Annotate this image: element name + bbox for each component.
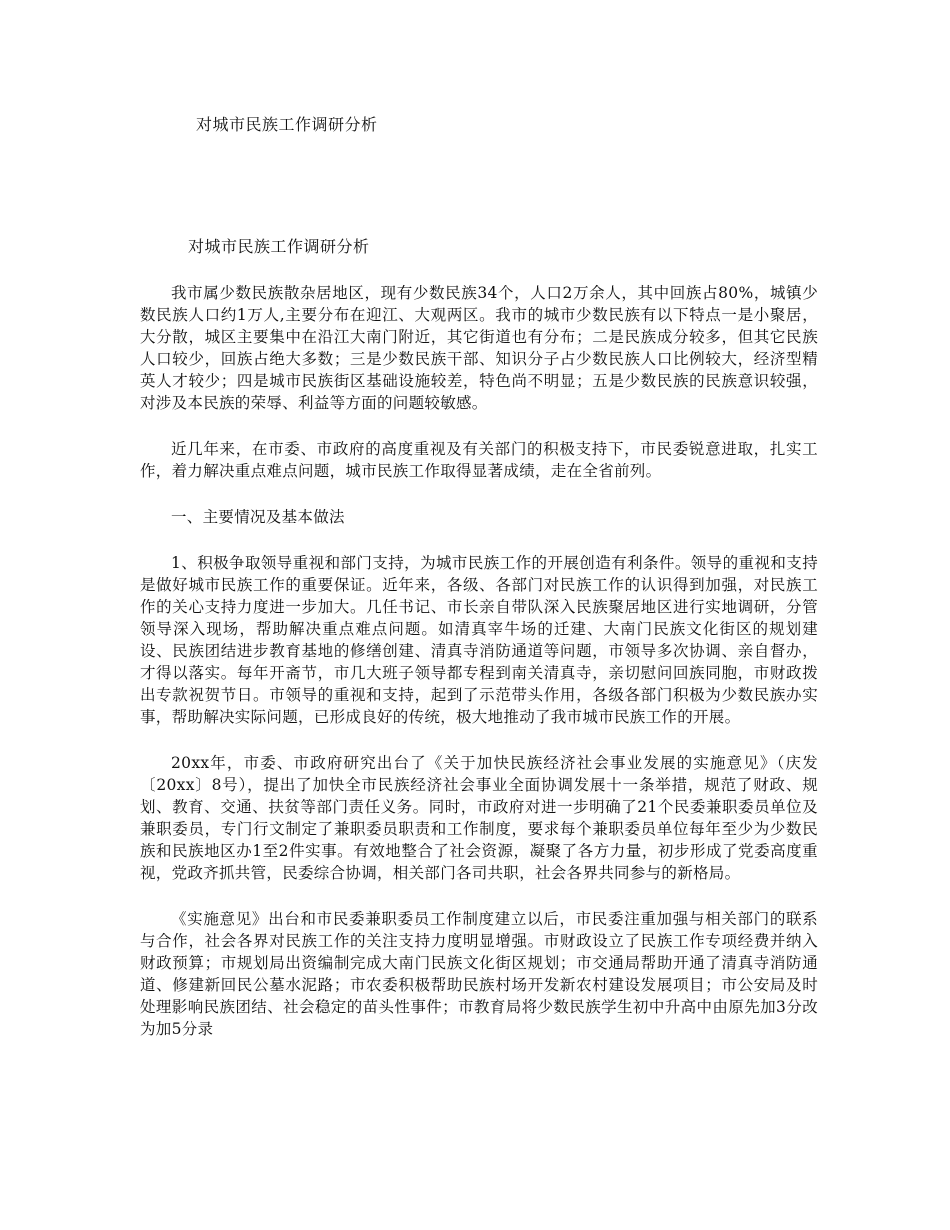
paragraph-leadership-support: 1、积极争取领导重视和部门支持，为城市民族工作的开展创造有利条件。领导的重视和支持是做好城市民族工作的重要保证。近年来，各级、各部门对民族工作的认识得到加强，对民族工作的关心支持力度进一步加大。几任书记、市长亲自带队深入民族聚居地区进行实地调研，分管领导深入现场，帮助解决重点难点问题。如清真宰牛场的迁建、大南门民族文化街区的规划建设、民族团结进步教育基地的修缮创建、清真寺消防通道等问题，市领导多次协调、亲自督办，才得以落实。每年开斋节，市几大班子领导都专程到南关清真寺，亲切慰问回族同胞，市财政拨出专款祝贺节日。市领导的重视和支持，起到了示范带头作用，各级各部门积极为少数民族办实事，帮助解决实际问题，已形成良好的传统，极大地推动了我市城市民族工作的开展。	[140, 554, 818, 726]
paragraph-implementation: 《实施意见》出台和市民委兼职委员工作制度建立以后，市民委注重加强与相关部门的联系与合作，社会各界对民族工作的关注支持力度明显增强。市财政设立了民族工作专项经费并纳入财政预算；市规划局出资编制完成大南门民族文化街区规划；市交通局帮助开通了清真寺消防通道、修建新回民公墓水泥路；市农委积极帮助民族村场开发新农村建设发展项目；市公安局及时处理影响民族团结、社会稳定的苗头性事件；市教育局将少数民族学生初中升高中由原先加3分改为加5分录	[140, 910, 818, 1038]
document-title: 对城市民族工作调研分析	[188, 237, 370, 256]
paragraph-achievements: 近几年来，在市委、市政府的高度重视及有关部门的积极支持下，市民委锐意进取，扎实工作，着力解决重点难点问题，城市民族工作取得显著成绩，走在全省前列。	[140, 440, 818, 480]
section-heading: 一、主要情况及基本做法	[171, 508, 345, 526]
paragraph-policy-document: 20xx年，市委、市政府研究出台了《关于加快民族经济社会事业发展的实施意见》（庆发〔20xx〕8号），提出了加快全市民族经济社会事业全面协调发展十一条举措，规范了财政、规划、教育、交通、扶贫等部门责任义务。同时，市政府对进一步明确了21个民委兼职委员单位及兼职委员，专门行文制定了兼职委员职责和工作制度，要求每个兼职委员单位每年至少为少数民族和民族地区办1至2件实事。有效地整合了社会资源，凝聚了各方力量，初步形成了党委高度重视，党政齐抓共管，民委综合协调，相关部门各司共职，社会各界共同参与的新格局。	[140, 754, 818, 882]
document-body	[140, 236, 818, 1064]
header-title: 对城市民族工作调研分析	[196, 115, 378, 134]
paragraph-overview: 我市属少数民族散杂居地区，现有少数民族34个，人口2万余人，其中回族占80%，城镇少数民族人口约1万人,主要分布在迎江、大观两区。我市的城市少数民族有以下特点一是小聚居，大分散，城区主要集中在沿江大南门附近，其它街道也有分布；二是民族成分较多，但其它民族人口较少，回族占绝大多数；三是少数民族干部、知识分子占少数民族人口比例较大，经济型精英人才较少；四是城市民族街区基础设施较差，特色尚不明显；五是少数民族的民族意识较强，对涉及本民族的荣辱、利益等方面的问题较敏感。	[140, 284, 818, 412]
